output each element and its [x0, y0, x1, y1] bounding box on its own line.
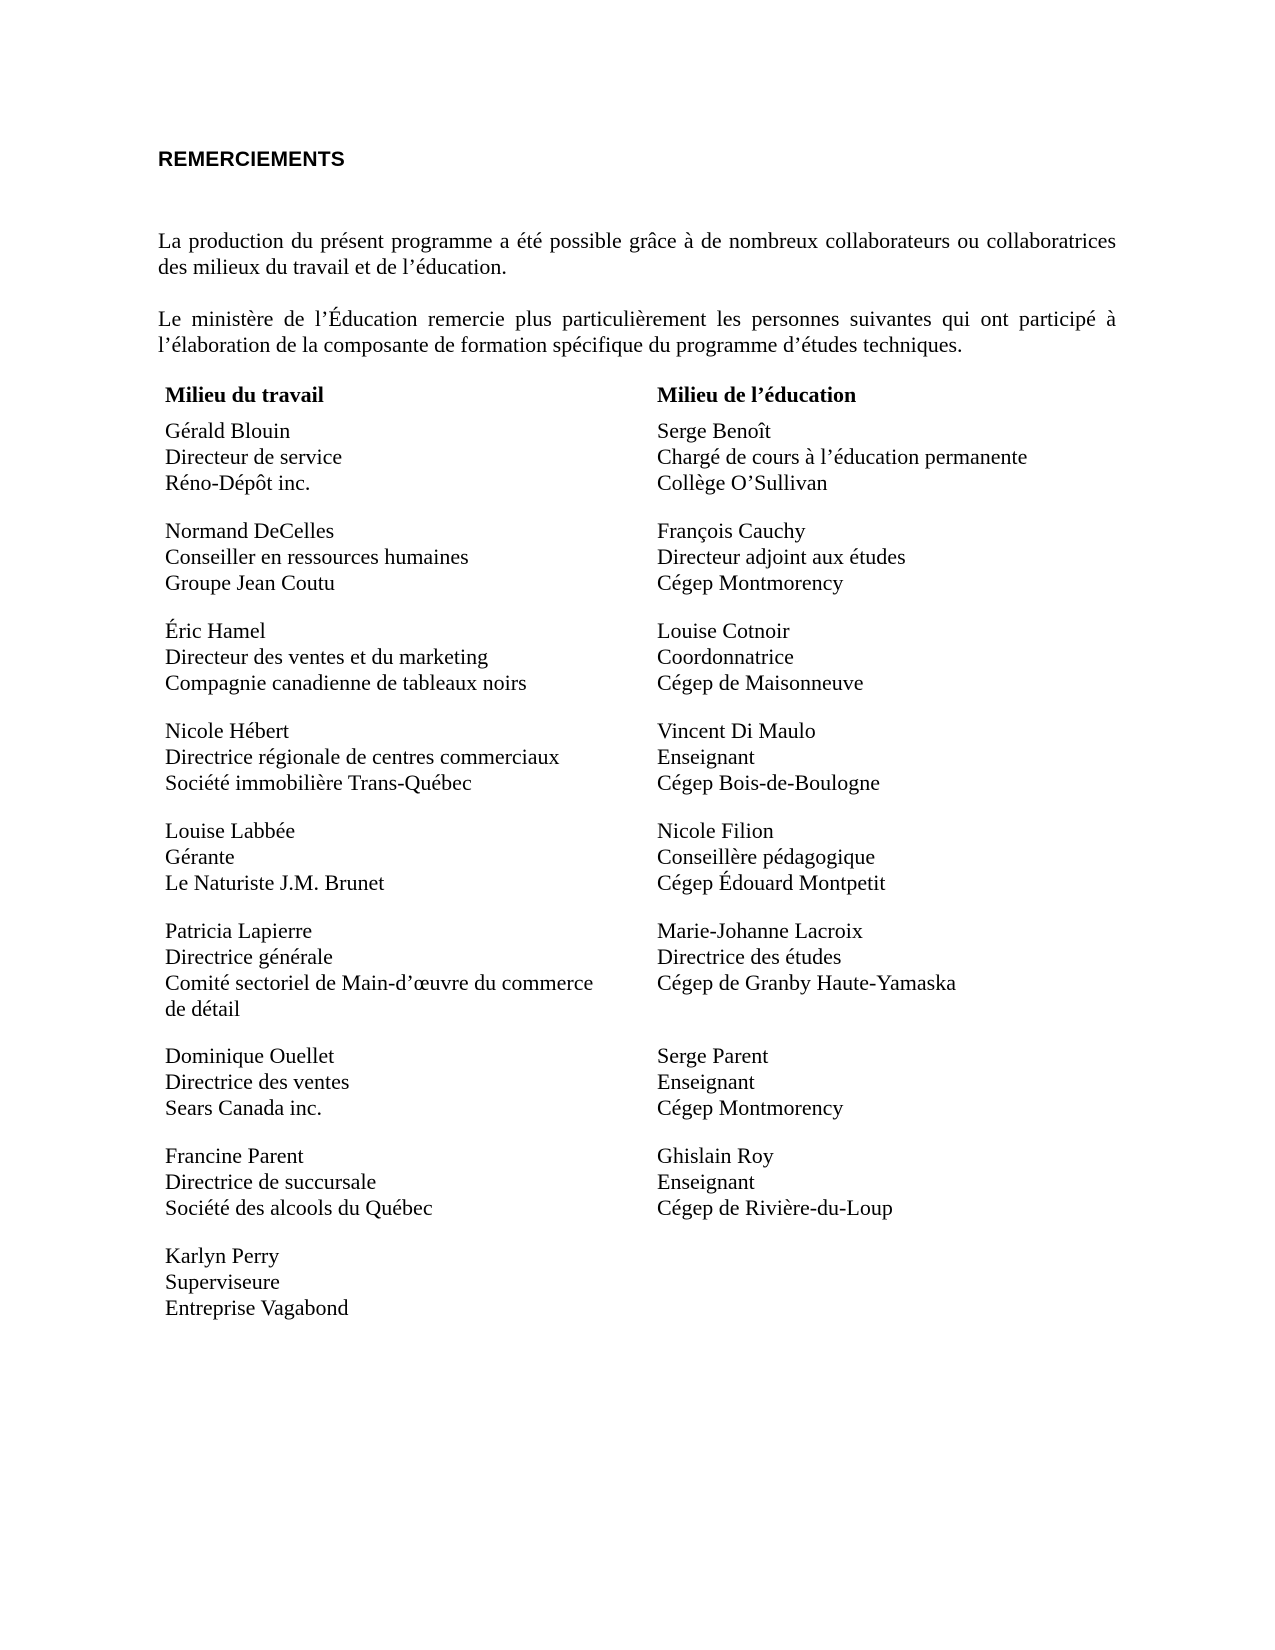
- person-role: Enseignant: [657, 1169, 755, 1194]
- person-name: Nicole Hébert: [165, 718, 289, 743]
- person-name: Francine Parent: [165, 1143, 304, 1168]
- person-name: Patricia Lapierre: [165, 918, 313, 943]
- education-column: [657, 382, 1127, 1220]
- list-item: [657, 818, 886, 896]
- list-item: [657, 418, 1027, 496]
- person-role: Enseignant: [657, 1069, 755, 1094]
- person-role: Directrice de succursale: [165, 1169, 377, 1194]
- list-item: [657, 918, 956, 996]
- person-name: Ghislain Roy: [657, 1143, 774, 1168]
- person-name: Louise Labbée: [165, 818, 296, 843]
- person-name: Karlyn Perry: [165, 1243, 280, 1268]
- person-name: Serge Benoît: [657, 418, 771, 443]
- list-item: [165, 418, 342, 496]
- person-org: Groupe Jean Coutu: [165, 570, 335, 595]
- person-name: Nicole Filion: [657, 818, 774, 843]
- list-item: [165, 918, 593, 1022]
- person-org: Cégep Montmorency: [657, 570, 844, 595]
- list-item: [165, 718, 560, 796]
- person-org: Compagnie canadienne de tableaux noirs: [165, 670, 527, 695]
- person-name: François Cauchy: [657, 518, 806, 543]
- person-role: Gérante: [165, 844, 235, 869]
- person-name: Éric Hamel: [165, 618, 266, 643]
- person-name: Vincent Di Maulo: [657, 718, 816, 743]
- list-item: [657, 718, 880, 796]
- person-org: Cégep Montmorency: [657, 1095, 844, 1120]
- list-item: [657, 1043, 843, 1121]
- list-item: [165, 1243, 349, 1321]
- person-role: Directrice des ventes: [165, 1069, 350, 1094]
- person-role: Enseignant: [657, 744, 755, 769]
- person-org: Comité sectoriel de Main-d’œuvre du commerce: [165, 970, 594, 995]
- work-column-title: Milieu du travail: [165, 382, 324, 407]
- person-org: Collège O’Sullivan: [657, 470, 828, 495]
- person-role: Directeur adjoint aux études: [657, 544, 906, 569]
- work-column: [165, 382, 635, 1320]
- person-org-continued: de détail: [165, 996, 241, 1021]
- intro-paragraph: La production du présent programme a été possible grâce à de nombreux collaborateurs ou collaboratrices des milieux du travail et de l’éducation.: [158, 228, 1116, 279]
- person-org: Entreprise Vagabond: [165, 1295, 349, 1320]
- person-org: Cégep de Rivière-du-Loup: [657, 1195, 893, 1220]
- list-item: [165, 818, 384, 896]
- person-org: Cégep Édouard Montpetit: [657, 870, 886, 895]
- person-org: Société des alcools du Québec: [165, 1195, 433, 1220]
- person-name: Gérald Blouin: [165, 418, 291, 443]
- list-item: [165, 1143, 433, 1221]
- person-org: Sears Canada inc.: [165, 1095, 322, 1120]
- person-org: Réno-Dépôt inc.: [165, 470, 311, 495]
- person-name: Normand DeCelles: [165, 518, 335, 543]
- person-role: Superviseure: [165, 1269, 280, 1294]
- list-item: [165, 618, 527, 696]
- person-name: Louise Cotnoir: [657, 618, 790, 643]
- person-name: Dominique Ouellet: [165, 1043, 335, 1068]
- list-item: [657, 518, 906, 596]
- person-org: Société immobilière Trans-Québec: [165, 770, 472, 795]
- person-role: Directrice générale: [165, 944, 333, 969]
- list-item: [165, 518, 469, 596]
- person-org: Cégep Bois-de-Boulogne: [657, 770, 881, 795]
- person-name: Serge Parent: [657, 1043, 769, 1068]
- person-role: Directeur de service: [165, 444, 343, 469]
- page-title: REMERCIEMENTS: [158, 148, 345, 171]
- person-org: Cégep de Maisonneuve: [657, 670, 864, 695]
- person-org: Le Naturiste J.M. Brunet: [165, 870, 385, 895]
- person-role: Directeur des ventes et du marketing: [165, 644, 489, 669]
- person-org: Cégep de Granby Haute-Yamaska: [657, 970, 956, 995]
- list-item: [657, 1143, 893, 1221]
- person-role: Coordonnatrice: [657, 644, 794, 669]
- person-role: Conseiller en ressources humaines: [165, 544, 469, 569]
- thanks-paragraph: Le ministère de l’Éducation remercie plus particulièrement les personnes suivantes qui ont participé à l’élaboration de la composante de formation spécifique du programme d’études techniques.: [158, 306, 1116, 357]
- list-item: [657, 618, 864, 696]
- education-column-title: Milieu de l’éducation: [657, 382, 857, 407]
- person-role: Directrice régionale de centres commerciaux: [165, 744, 560, 769]
- person-role: Chargé de cours à l’éducation permanente: [657, 444, 1028, 469]
- person-role: Directrice des études: [657, 944, 842, 969]
- person-name: Marie-Johanne Lacroix: [657, 918, 863, 943]
- list-item: [165, 1043, 349, 1121]
- person-role: Conseillère pédagogique: [657, 844, 876, 869]
